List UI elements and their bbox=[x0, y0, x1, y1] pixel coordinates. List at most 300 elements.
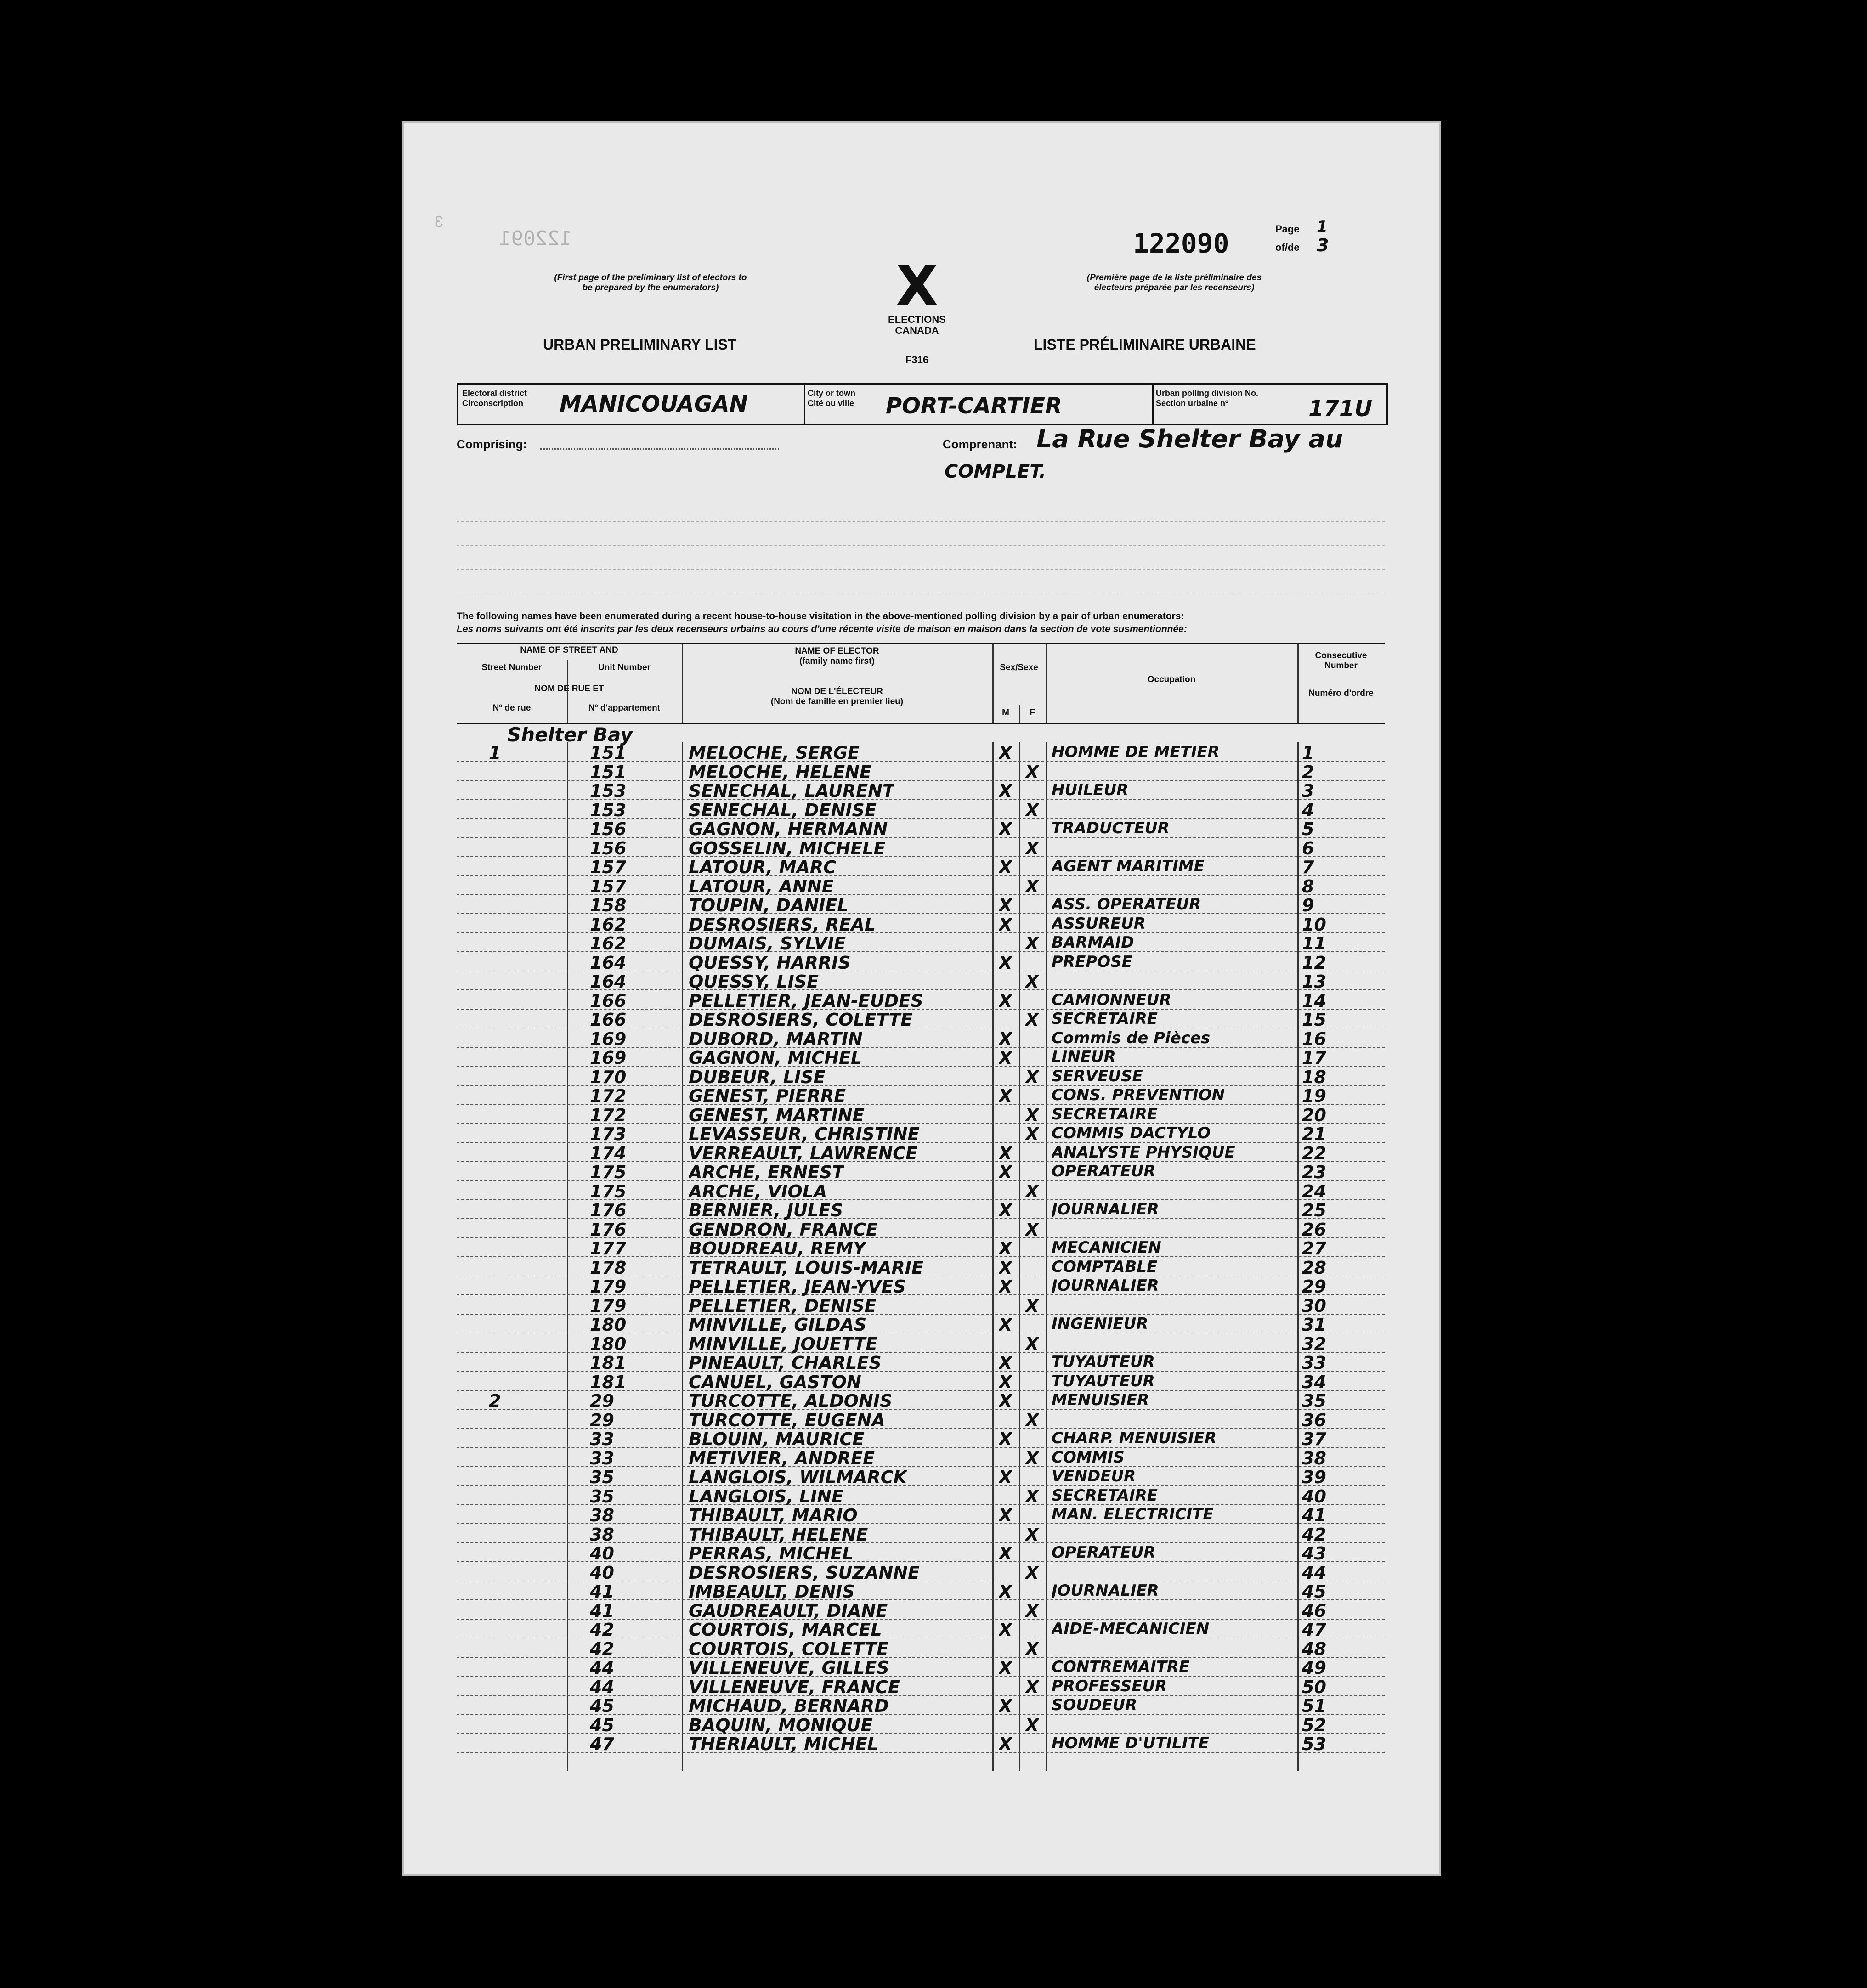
table-row bbox=[457, 1466, 1385, 1486]
occupation-cell: HUILEUR bbox=[1052, 781, 1129, 799]
elector-name-cell: PELLETIER, DENISE bbox=[689, 1295, 877, 1316]
street-number-cell: 2 bbox=[489, 1391, 501, 1411]
unit-number-cell: 33 bbox=[590, 1429, 614, 1449]
unit-number-cell: 35 bbox=[590, 1486, 614, 1507]
elector-name-cell: QUESSY, LISE bbox=[689, 971, 819, 992]
occupation-cell: AIDE-MECANICIEN bbox=[1052, 1620, 1210, 1638]
unit-number-cell: 42 bbox=[590, 1638, 614, 1659]
consecutive-number-cell: 4 bbox=[1302, 800, 1314, 820]
division-label-fr: Section urbaine nº bbox=[1156, 399, 1228, 408]
document-sheet bbox=[402, 121, 1441, 1876]
sex-m-cell: X bbox=[999, 781, 1013, 801]
consecutive-number-cell: 19 bbox=[1302, 1086, 1326, 1106]
occupation-cell: SECRETAIRE bbox=[1052, 1105, 1158, 1124]
consecutive-number-cell: 9 bbox=[1302, 895, 1314, 915]
table-row bbox=[457, 875, 1385, 895]
elector-name-cell: VILLENEUVE, GILLES bbox=[689, 1658, 889, 1678]
sex-m-cell: X bbox=[999, 1620, 1013, 1640]
occupation-cell: CAMIONNEUR bbox=[1052, 990, 1171, 1009]
sex-f-cell: X bbox=[1025, 933, 1039, 954]
sex-f-cell: X bbox=[1025, 1524, 1039, 1545]
table-row bbox=[457, 1180, 1385, 1200]
unit-number-cell: 157 bbox=[590, 876, 627, 897]
sex-m-cell: X bbox=[999, 1467, 1013, 1487]
occupation-cell: CONS. PREVENTION bbox=[1052, 1086, 1225, 1104]
unit-number-cell: 29 bbox=[590, 1391, 614, 1411]
table-row bbox=[457, 1619, 1385, 1638]
unit-number-cell: 41 bbox=[590, 1600, 614, 1621]
table-row bbox=[457, 1676, 1385, 1696]
consecutive-number-cell: 14 bbox=[1302, 990, 1326, 1011]
consecutive-number-cell: 3 bbox=[1302, 781, 1314, 801]
unit-number-cell: 176 bbox=[590, 1219, 627, 1240]
sex-m-cell: X bbox=[999, 914, 1013, 935]
elector-name-cell: GOSSELIN, MICHELE bbox=[689, 838, 886, 858]
sex-f-cell: X bbox=[1025, 1067, 1039, 1087]
elector-name-cell: TURCOTTE, EUGENA bbox=[689, 1410, 885, 1430]
sex-f-cell: X bbox=[1025, 876, 1039, 897]
consecutive-number-cell: 28 bbox=[1302, 1257, 1326, 1278]
occupation-cell: JOURNALIER bbox=[1052, 1276, 1159, 1295]
unit-number-cell: 177 bbox=[590, 1238, 627, 1259]
first-page-note-en: (First page of the preliminary list of electors to be prepared by the enumerators) bbox=[554, 273, 747, 293]
table-row bbox=[457, 1219, 1385, 1238]
col-elector-en: NAME OF ELECTOR bbox=[795, 646, 879, 656]
sex-f-cell: X bbox=[1025, 1677, 1039, 1697]
elector-name-cell: THERIAULT, MICHEL bbox=[689, 1734, 878, 1754]
occupation-cell: HOMME DE METIER bbox=[1052, 743, 1220, 761]
table-row bbox=[457, 990, 1385, 1010]
unit-number-cell: 179 bbox=[590, 1276, 627, 1297]
table-row bbox=[457, 1123, 1385, 1143]
sex-f-cell: X bbox=[1025, 762, 1039, 782]
consecutive-number-cell: 1 bbox=[1302, 743, 1314, 763]
sex-m-cell: X bbox=[999, 990, 1013, 1011]
table-row bbox=[457, 1428, 1385, 1448]
elector-name-cell: LATOUR, ANNE bbox=[689, 876, 834, 897]
bleed-through-number: 122091 bbox=[499, 227, 572, 250]
sex-f-cell: X bbox=[1025, 1410, 1039, 1430]
elector-name-cell: GAGNON, HERMANN bbox=[689, 819, 888, 839]
unit-number-cell: 41 bbox=[590, 1581, 614, 1602]
col-street-number-fr: Nº de rue bbox=[492, 703, 531, 713]
table-row bbox=[457, 1295, 1385, 1315]
elector-name-cell: GENEST, PIERRE bbox=[689, 1086, 846, 1106]
occupation-cell: INGENIEUR bbox=[1052, 1315, 1148, 1333]
sex-f-cell: X bbox=[1025, 1638, 1039, 1659]
unit-number-cell: 175 bbox=[590, 1162, 627, 1182]
elector-name-cell: DESROSIERS, SUZANNE bbox=[689, 1562, 920, 1583]
elector-name-cell: MICHAUD, BERNARD bbox=[689, 1696, 889, 1716]
table-row bbox=[457, 971, 1385, 990]
sex-m-cell: X bbox=[999, 1257, 1013, 1278]
unit-number-cell: 179 bbox=[590, 1295, 627, 1316]
occupation-cell: Commis de Pièces bbox=[1052, 1028, 1211, 1047]
consecutive-number-cell: 17 bbox=[1302, 1048, 1326, 1068]
division-value: 171U bbox=[1308, 396, 1373, 422]
sex-m-cell: X bbox=[999, 1143, 1013, 1163]
table-row bbox=[457, 818, 1385, 838]
table-row bbox=[457, 1314, 1385, 1333]
street-name: Shelter Bay bbox=[507, 723, 633, 746]
table-row bbox=[457, 1447, 1385, 1467]
consecutive-number-cell: 13 bbox=[1302, 971, 1326, 992]
elector-name-cell: MINVILLE, JOUETTE bbox=[689, 1333, 878, 1354]
consecutive-number-cell: 25 bbox=[1302, 1200, 1326, 1220]
consecutive-number-cell: 8 bbox=[1302, 876, 1314, 897]
elector-name-cell: DUMAIS, SYLVIE bbox=[689, 933, 846, 954]
table-row bbox=[457, 1142, 1385, 1162]
sex-f-cell: X bbox=[1025, 1124, 1039, 1144]
col-sex-m: M bbox=[1002, 708, 1009, 717]
elector-name-cell: LEVASSEUR, CHRISTINE bbox=[689, 1124, 920, 1144]
occupation-cell: COMMIS DACTYLO bbox=[1052, 1124, 1211, 1142]
sex-m-cell: X bbox=[999, 1048, 1013, 1068]
unit-number-cell: 38 bbox=[590, 1524, 614, 1545]
consecutive-number-cell: 36 bbox=[1302, 1410, 1326, 1430]
table-row bbox=[457, 799, 1385, 819]
occupation-cell: COMPTABLE bbox=[1052, 1257, 1158, 1276]
unit-number-cell: 181 bbox=[590, 1353, 627, 1373]
sex-m-cell: X bbox=[999, 1276, 1013, 1297]
elector-name-cell: SENECHAL, LAURENT bbox=[689, 781, 894, 801]
table-row bbox=[457, 1600, 1385, 1620]
occupation-cell: ASS. OPERATEUR bbox=[1052, 895, 1201, 914]
consecutive-number-cell: 27 bbox=[1302, 1238, 1326, 1259]
occupation-cell: PREPOSE bbox=[1052, 952, 1132, 971]
consecutive-number-cell: 37 bbox=[1302, 1429, 1326, 1449]
sex-m-cell: X bbox=[999, 895, 1013, 915]
occupation-cell: TUYAUTEUR bbox=[1052, 1353, 1155, 1371]
occupation-cell: SOUDEUR bbox=[1052, 1696, 1137, 1714]
sex-f-cell: X bbox=[1025, 1715, 1039, 1735]
consecutive-number-cell: 29 bbox=[1302, 1276, 1326, 1297]
consecutive-number-cell: 42 bbox=[1302, 1524, 1326, 1545]
elector-name-cell: QUESSY, HARRIS bbox=[689, 952, 851, 973]
elector-name-cell: TETRAULT, LOUIS-MARIE bbox=[689, 1257, 923, 1278]
logo-line1: ELECTIONS bbox=[888, 314, 946, 325]
first-page-note-fr: (Première page de la liste préliminaire des électeurs préparée par les recenseurs) bbox=[1086, 273, 1262, 293]
unit-number-cell: 172 bbox=[590, 1105, 627, 1125]
table-row bbox=[457, 1714, 1385, 1734]
table-row bbox=[457, 1276, 1385, 1295]
occupation-cell: OPERATEUR bbox=[1052, 1543, 1156, 1562]
unit-number-cell: 181 bbox=[590, 1372, 627, 1392]
page-value: 1 bbox=[1317, 218, 1328, 236]
table-row bbox=[457, 894, 1385, 914]
comprenant-label: Comprenant: bbox=[943, 437, 1017, 451]
sex-f-cell: X bbox=[1025, 1105, 1039, 1125]
consecutive-number-cell: 5 bbox=[1302, 819, 1314, 839]
unit-number-cell: 180 bbox=[590, 1333, 627, 1354]
consecutive-number-cell: 49 bbox=[1302, 1658, 1326, 1678]
occupation-cell: MAN. ELECTRICITE bbox=[1052, 1505, 1214, 1524]
sex-f-cell: X bbox=[1025, 1295, 1039, 1316]
table-row bbox=[457, 1352, 1385, 1372]
table-row bbox=[457, 1009, 1385, 1028]
table-row bbox=[457, 856, 1385, 876]
col-sex-f: F bbox=[1030, 708, 1035, 717]
city-value: PORT-CARTIER bbox=[886, 393, 1062, 419]
city-label-fr: Cité ou ville bbox=[808, 399, 854, 408]
unit-number-cell: 164 bbox=[590, 971, 627, 992]
elector-name-cell: GENEST, MARTINE bbox=[689, 1105, 865, 1125]
table-row bbox=[457, 914, 1385, 933]
elector-name-cell: METIVIER, ANDREE bbox=[689, 1448, 875, 1468]
comprising-label: Comprising: bbox=[457, 437, 527, 451]
unit-number-cell: 38 bbox=[590, 1505, 614, 1525]
col-elector-fr: NOM DE L'ÉLECTEUR bbox=[791, 687, 883, 696]
consecutive-number-cell: 43 bbox=[1302, 1543, 1326, 1564]
elector-name-cell: TOUPIN, DANIEL bbox=[689, 895, 849, 915]
col-unit-number-en: Unit Number bbox=[598, 663, 651, 672]
consecutive-number-cell: 39 bbox=[1302, 1467, 1326, 1487]
table-row bbox=[457, 952, 1385, 971]
page-label: Page bbox=[1275, 223, 1300, 235]
table-row bbox=[457, 1638, 1385, 1658]
consecutive-number-cell: 34 bbox=[1302, 1372, 1326, 1392]
elector-name-cell: MINVILLE, GILDAS bbox=[689, 1315, 867, 1335]
occupation-cell: HOMME D'UTILITE bbox=[1052, 1734, 1209, 1752]
elector-name-cell: PELLETIER, JEAN-EUDES bbox=[689, 990, 923, 1011]
bleed-through-page: 3 bbox=[435, 213, 443, 231]
unit-number-cell: 162 bbox=[590, 933, 627, 954]
table-row bbox=[457, 1028, 1385, 1048]
table-body bbox=[457, 742, 1385, 1771]
table-row bbox=[457, 1695, 1385, 1715]
sex-m-cell: X bbox=[999, 857, 1013, 877]
comprenant-value-2: COMPLET. bbox=[945, 461, 1046, 482]
unit-number-cell: 40 bbox=[590, 1562, 614, 1583]
sex-m-cell: X bbox=[999, 1238, 1013, 1259]
occupation-cell: MENUISIER bbox=[1052, 1391, 1149, 1409]
sex-f-cell: X bbox=[1025, 1448, 1039, 1468]
col-elector-en-sub: (family name first) bbox=[799, 656, 875, 666]
consecutive-number-cell: 33 bbox=[1302, 1353, 1326, 1373]
unit-number-cell: 178 bbox=[590, 1257, 627, 1278]
table-row bbox=[457, 1524, 1385, 1543]
sex-m-cell: X bbox=[999, 1696, 1013, 1716]
unit-number-cell: 164 bbox=[590, 952, 627, 973]
col-sex: Sex/Sexe bbox=[1000, 663, 1038, 672]
consecutive-number-cell: 12 bbox=[1302, 952, 1326, 973]
occupation-cell: LINEUR bbox=[1052, 1048, 1116, 1066]
consecutive-number-cell: 30 bbox=[1302, 1295, 1326, 1316]
table-row bbox=[457, 1237, 1385, 1257]
occupation-cell: ASSUREUR bbox=[1052, 914, 1146, 933]
document-number: 122090 bbox=[1133, 228, 1229, 259]
consecutive-number-cell: 53 bbox=[1302, 1734, 1326, 1754]
sex-m-cell: X bbox=[999, 1315, 1013, 1335]
district-value: MANICOUAGAN bbox=[560, 391, 748, 417]
col-consec-fr: Numéro d'ordre bbox=[1308, 689, 1374, 698]
elector-name-cell: ARCHE, VIOLA bbox=[689, 1181, 827, 1202]
unit-number-cell: 172 bbox=[590, 1086, 627, 1106]
consecutive-number-cell: 51 bbox=[1302, 1696, 1326, 1716]
occupation-cell: JOURNALIER bbox=[1052, 1581, 1159, 1600]
sex-m-cell: X bbox=[999, 1429, 1013, 1449]
sex-f-cell: X bbox=[1025, 971, 1039, 992]
elector-name-cell: LATOUR, MARC bbox=[689, 857, 837, 877]
logo-mark: X bbox=[895, 254, 939, 318]
elector-name-cell: THIBAULT, MARIO bbox=[689, 1505, 858, 1525]
consecutive-number-cell: 48 bbox=[1302, 1638, 1326, 1659]
table-row bbox=[457, 1199, 1385, 1219]
occupation-cell: CONTREMAITRE bbox=[1052, 1658, 1190, 1676]
table-row bbox=[457, 1161, 1385, 1181]
table-row bbox=[457, 1047, 1385, 1067]
col-consec-en: Consecutive Number bbox=[1315, 651, 1367, 671]
consecutive-number-cell: 31 bbox=[1302, 1315, 1326, 1335]
elector-name-cell: BOUDREAU, REMY bbox=[689, 1238, 866, 1259]
consecutive-number-cell: 50 bbox=[1302, 1677, 1326, 1697]
col-street-en: NAME OF STREET AND bbox=[520, 645, 618, 655]
city-label-en: City or town bbox=[808, 389, 855, 398]
unit-number-cell: 176 bbox=[590, 1200, 627, 1220]
occupation-cell: SECRETAIRE bbox=[1052, 1010, 1158, 1028]
sex-m-cell: X bbox=[999, 1734, 1013, 1754]
consecutive-number-cell: 22 bbox=[1302, 1143, 1326, 1163]
col-occupation: Occupation bbox=[1147, 675, 1196, 684]
unit-number-cell: 173 bbox=[590, 1124, 627, 1144]
unit-number-cell: 151 bbox=[590, 743, 627, 763]
table-row bbox=[457, 1581, 1385, 1600]
elector-name-cell: DESROSIERS, COLETTE bbox=[689, 1010, 913, 1030]
district-label-en: Electoral district bbox=[462, 389, 527, 398]
sex-f-cell: X bbox=[1025, 1219, 1039, 1240]
unit-number-cell: 169 bbox=[590, 1028, 627, 1049]
sex-m-cell: X bbox=[999, 1353, 1013, 1373]
elector-name-cell: DESROSIERS, REAL bbox=[689, 914, 876, 935]
sex-f-cell: X bbox=[1025, 1181, 1039, 1202]
table-row bbox=[457, 1371, 1385, 1391]
occupation-cell: OPERATEUR bbox=[1052, 1162, 1156, 1180]
consecutive-number-cell: 10 bbox=[1302, 914, 1326, 935]
elector-name-cell: LANGLOIS, LINE bbox=[689, 1486, 844, 1507]
sex-m-cell: X bbox=[999, 1581, 1013, 1602]
occupation-cell: SERVEUSE bbox=[1052, 1067, 1143, 1085]
division-label-en: Urban polling division No. bbox=[1156, 389, 1258, 398]
unit-number-cell: 40 bbox=[590, 1543, 614, 1564]
unit-number-cell: 166 bbox=[590, 1010, 627, 1030]
intro-text-en: The following names have been enumerated during a recent house-to-house visitation in the above-mentioned polling division by a pair of urban enumerators: bbox=[457, 611, 1184, 621]
elector-name-cell: THIBAULT, HELENE bbox=[689, 1524, 868, 1545]
sex-m-cell: X bbox=[999, 1086, 1013, 1106]
sex-f-cell: X bbox=[1025, 1600, 1039, 1621]
col-street-fr: NOM DE RUE ET bbox=[534, 684, 604, 694]
consecutive-number-cell: 21 bbox=[1302, 1124, 1326, 1144]
occupation-cell: TRADUCTEUR bbox=[1052, 819, 1170, 837]
elector-name-cell: COURTOIS, MARCEL bbox=[689, 1620, 882, 1640]
table-row bbox=[457, 1104, 1385, 1124]
elector-name-cell: LANGLOIS, WILMARCK bbox=[689, 1467, 907, 1487]
unit-number-cell: 35 bbox=[590, 1467, 614, 1487]
table-row bbox=[457, 742, 1385, 762]
unit-number-cell: 174 bbox=[590, 1143, 627, 1163]
elector-name-cell: BLOUIN, MAURICE bbox=[689, 1429, 865, 1449]
elector-name-cell: MELOCHE, SERGE bbox=[689, 743, 860, 763]
consecutive-number-cell: 2 bbox=[1302, 762, 1314, 782]
consecutive-number-cell: 44 bbox=[1302, 1562, 1326, 1583]
elector-name-cell: GENDRON, FRANCE bbox=[689, 1219, 878, 1240]
sex-m-cell: X bbox=[999, 1162, 1013, 1182]
occupation-cell: JOURNALIER bbox=[1052, 1200, 1159, 1219]
elector-name-cell: MELOCHE, HELENE bbox=[689, 762, 871, 782]
table-row bbox=[457, 1562, 1385, 1581]
elector-name-cell: BERNIER, JULES bbox=[689, 1200, 843, 1220]
of-label: of/de bbox=[1275, 242, 1300, 253]
sex-m-cell: X bbox=[999, 743, 1013, 763]
consecutive-number-cell: 40 bbox=[1302, 1486, 1326, 1507]
consecutive-number-cell: 52 bbox=[1302, 1715, 1326, 1735]
sex-m-cell: X bbox=[999, 1543, 1013, 1564]
unit-number-cell: 44 bbox=[590, 1658, 614, 1678]
unit-number-cell: 166 bbox=[590, 990, 627, 1011]
consecutive-number-cell: 6 bbox=[1302, 838, 1314, 858]
consecutive-number-cell: 15 bbox=[1302, 1010, 1326, 1030]
table-row bbox=[457, 1409, 1385, 1429]
table-row bbox=[457, 1733, 1385, 1753]
table-row bbox=[457, 1257, 1385, 1276]
unit-number-cell: 158 bbox=[590, 895, 627, 915]
sex-m-cell: X bbox=[999, 1372, 1013, 1392]
table-row bbox=[457, 1066, 1385, 1086]
unit-number-cell: 153 bbox=[590, 781, 627, 801]
table-row bbox=[457, 837, 1385, 857]
sex-f-cell: X bbox=[1025, 1333, 1039, 1354]
elector-name-cell: ARCHE, ERNEST bbox=[689, 1162, 844, 1182]
elector-name-cell: PERRAS, MICHEL bbox=[689, 1543, 854, 1564]
sex-m-cell: X bbox=[999, 952, 1013, 973]
sex-m-cell: X bbox=[999, 819, 1013, 839]
elector-name-cell: GAGNON, MICHEL bbox=[689, 1048, 862, 1068]
unit-number-cell: 44 bbox=[590, 1677, 614, 1697]
table-row bbox=[457, 1333, 1385, 1353]
unit-number-cell: 47 bbox=[590, 1734, 614, 1754]
elector-name-cell: PINEAULT, CHARLES bbox=[689, 1353, 882, 1373]
sex-m-cell: X bbox=[999, 1658, 1013, 1678]
consecutive-number-cell: 45 bbox=[1302, 1581, 1326, 1602]
sex-m-cell: X bbox=[999, 1505, 1013, 1525]
consecutive-number-cell: 46 bbox=[1302, 1600, 1326, 1621]
comprising-line bbox=[540, 448, 779, 450]
occupation-cell: AGENT MARITIME bbox=[1052, 857, 1205, 875]
sex-f-cell: X bbox=[1025, 1010, 1039, 1030]
elector-name-cell: TURCOTTE, ALDONIS bbox=[689, 1391, 893, 1411]
occupation-cell: ANALYSTE PHYSIQUE bbox=[1052, 1143, 1235, 1162]
elector-name-cell: CANUEL, GASTON bbox=[689, 1372, 861, 1392]
table-row bbox=[457, 761, 1385, 781]
unit-number-cell: 157 bbox=[590, 857, 627, 877]
elections-canada-logo bbox=[862, 254, 972, 366]
unit-number-cell: 180 bbox=[590, 1315, 627, 1335]
unit-number-cell: 170 bbox=[590, 1067, 627, 1087]
consecutive-number-cell: 7 bbox=[1302, 857, 1314, 877]
comprenant-value-1: La Rue Shelter Bay au bbox=[1036, 424, 1343, 453]
elector-name-cell: PELLETIER, JEAN-YVES bbox=[689, 1276, 906, 1297]
consecutive-number-cell: 47 bbox=[1302, 1620, 1326, 1640]
col-unit-number-fr: Nº d'appartement bbox=[588, 703, 661, 713]
consecutive-number-cell: 20 bbox=[1302, 1105, 1326, 1125]
unit-number-cell: 45 bbox=[590, 1715, 614, 1735]
consecutive-number-cell: 23 bbox=[1302, 1162, 1326, 1182]
district-label-fr: Circonscription bbox=[462, 399, 524, 408]
sex-f-cell: X bbox=[1025, 838, 1039, 858]
table-row bbox=[457, 1485, 1385, 1505]
unit-number-cell: 33 bbox=[590, 1448, 614, 1468]
elector-name-cell: SENECHAL, DENISE bbox=[689, 800, 877, 820]
table-row bbox=[457, 1504, 1385, 1524]
